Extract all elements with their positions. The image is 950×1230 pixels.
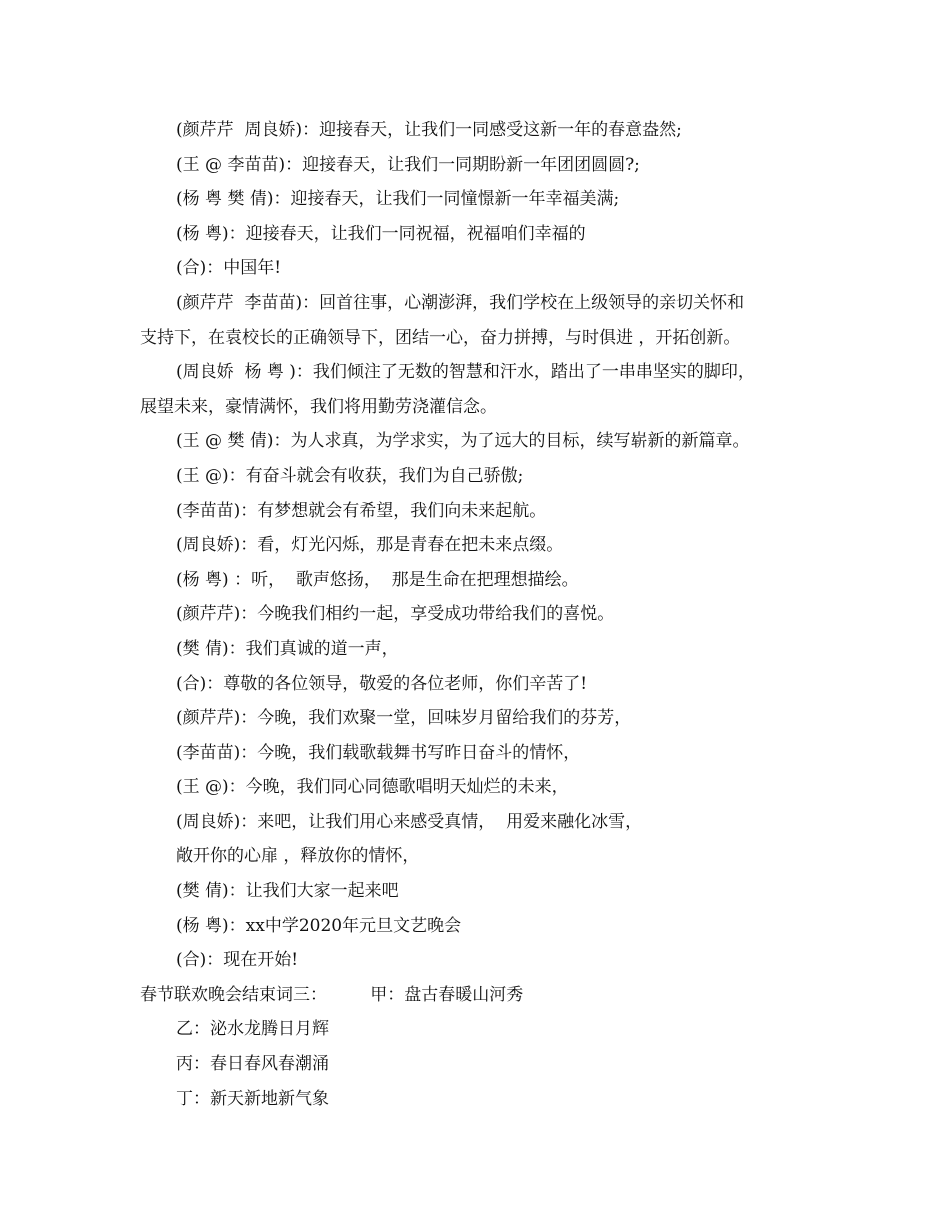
text-line: (杨 粤)：迎接春天，让我们一同祝福，祝福咱们幸福的	[176, 223, 586, 244]
text-line: (樊 倩)：我们真诚的道一声，	[176, 638, 399, 659]
text-line: (樊 倩)：让我们大家一起来吧	[176, 881, 399, 902]
text-line: (李苗苗)：今晚，我们载歌载舞书写昨日奋斗的情怀，	[176, 742, 581, 763]
text-line: (周良娇 杨 粤 )：我们倾注了无数的智慧和汗水，踏出了一串串坚实的脚印，	[176, 362, 755, 383]
document-body	[140, 113, 830, 1116]
text-line: (王 @)：有奋斗就会有收获，我们为自己骄傲;	[176, 465, 524, 486]
text-line: (合)：中国年!	[176, 258, 282, 279]
text-line: 支持下，在袁校长的正确领导下，团结一心，奋力拼搏，与时俱进 ，开拓创新。	[140, 327, 741, 348]
text-line: (颜芹芹 周良娇)：迎接春天，让我们一同感受这新一年的春意盎然;	[176, 120, 682, 140]
text-line: (杨 粤)：xx中学2020年元旦文艺晚会	[176, 915, 462, 936]
text-line: 敞开你的心扉 ，释放你的情怀，	[176, 846, 420, 867]
text-line: (周良娇)：看，灯光闪烁，那是青春在把未来点缀。	[176, 535, 564, 556]
text-line: (颜芹芹)：今晚，我们欢聚一堂，回味岁月留给我们的芬芳，	[176, 708, 632, 729]
text-line: 丙：春日春风春潮涌	[176, 1054, 329, 1075]
section-heading-line: 春节联欢晚会结束词三： 甲：盘古春暖山河秀	[140, 984, 524, 1005]
text-line: (周良娇)：来吧，让我们用心来感受真情， 用爱来融化冰雪，	[176, 811, 643, 832]
text-line: (颜芹芹 李苗苗)：回首往事，心潮澎湃，我们学校在上级领导的亲切关怀和	[176, 292, 745, 313]
text-line: 丁：新天新地新气象	[176, 1088, 329, 1109]
text-line: (杨 粤) ：听， 歌声悠扬， 那是生命在把理想描绘。	[176, 569, 579, 590]
text-line: (王 @ 樊 倩)：为人求真，为学求实，为了远大的目标，续写崭新的新篇章。	[176, 431, 750, 452]
text-line: 展望未来，豪情满怀，我们将用勤劳浇灌信念。	[140, 396, 497, 417]
text-line: (王 @)：今晚，我们同心同德歌唱明天灿烂的未来，	[176, 777, 569, 798]
text-line: (颜芹芹)：今晚我们相约一起，享受成功带给我们的喜悦。	[176, 604, 615, 625]
text-line: 乙：泌水龙腾日月辉	[176, 1019, 329, 1040]
text-line: (合)：现在开始!	[176, 950, 299, 971]
text-line: (杨 粤 樊 倩)：迎接春天，让我们一同憧憬新一年幸福美满;	[176, 189, 620, 210]
text-line: (李苗苗)：有梦想就会有希望，我们向未来起航。	[176, 500, 547, 521]
text-line: (王 @ 李苗苗)：迎接春天，让我们一同期盼新一年团团圆圆?;	[176, 154, 640, 175]
text-line: (合)：尊敬的各位领导，敬爱的各位老师，你们辛苦了!	[176, 673, 588, 694]
